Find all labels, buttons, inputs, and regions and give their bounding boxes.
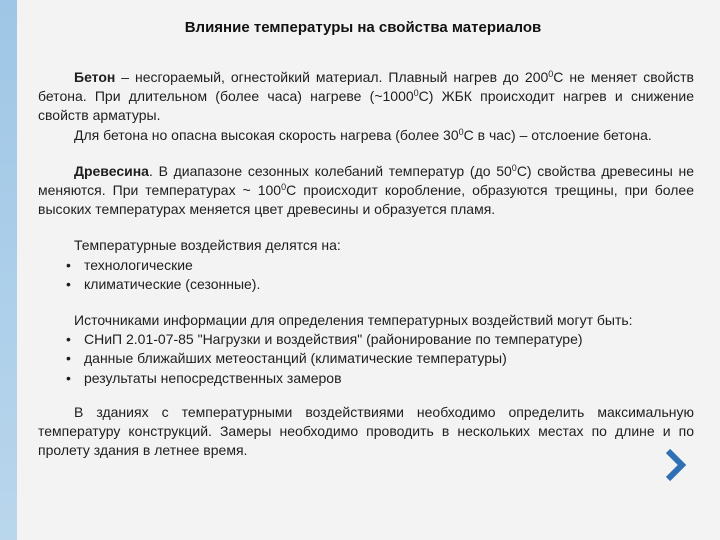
wood-text-2: С) свойства древесины не меняются. При температурах ~ 100 — [38, 162, 694, 199]
sources-intro: Источниками информации для определения температурных воздействий могут быть: — [74, 312, 633, 329]
chevron-right-icon[interactable] — [662, 448, 688, 482]
closing-paragraph: В зданиях с температурными воздействиями необходимо определить максимальную температуру конструкций. Замеры необходимо проводить в нескольких местах по длине и по пролету здания в летнее время. — [38, 403, 694, 459]
concrete-text-2: С не меняет свойств бетона. При длительном (более часа) нагреве (~1000 — [38, 69, 694, 105]
wood-term: Древесина — [74, 162, 149, 179]
chevron-right-icon-svg — [662, 448, 688, 482]
page-title: Влияние температуры на свойства материалов — [184, 19, 542, 36]
effects-intro: Температурные воздействия делятся на: — [74, 237, 341, 254]
concrete-paragraph-2 — [38, 126, 694, 145]
concrete-term: Бетон — [74, 69, 116, 85]
effects-list — [38, 256, 694, 294]
list-item: • климатические (сезонные). — [66, 275, 694, 294]
wood-paragraph — [38, 162, 694, 220]
concrete-paragraph — [38, 68, 694, 126]
degree-sup-3: 0 — [458, 126, 464, 137]
degree-sup-4: 0 — [511, 162, 517, 173]
sources-list — [38, 330, 694, 388]
wood-text-1: . В диапазоне сезонных колебаний температур (до 50 — [148, 162, 512, 179]
concrete-text-1: – несгораемый, огнестойкий материал. Плавный нагрев до 200 — [115, 69, 549, 85]
degree-sup-5: 0 — [281, 182, 287, 193]
degree-sup-2: 0 — [413, 88, 419, 99]
list-item: • технологические — [66, 256, 694, 275]
concrete-text-3: С) ЖБК происходит нагрев и снижение свойств арматуры. — [38, 88, 694, 124]
wood-text-3: С происходит коробление, образуются трещины, при более высоких температурах меняется цвет древесины и образуется пламя. — [38, 182, 694, 218]
concrete-text-5: С в час) – отслоение бетона. — [463, 126, 652, 143]
list-item: • данные ближайших метеостанций (климатические температуры) — [66, 349, 694, 368]
degree-sup-1: 0 — [548, 69, 554, 79]
slide-body — [38, 68, 694, 460]
list-item: • результаты непосредственных замеров — [66, 369, 694, 388]
concrete-text-4: Для бетона но опасна высокая скорость нагрева (более 30 — [74, 126, 459, 143]
left-accent-bar — [0, 0, 17, 540]
list-item: • СНиП 2.01-07-85 "Нагрузки и воздействия" (районирование по температуре) — [66, 330, 694, 349]
